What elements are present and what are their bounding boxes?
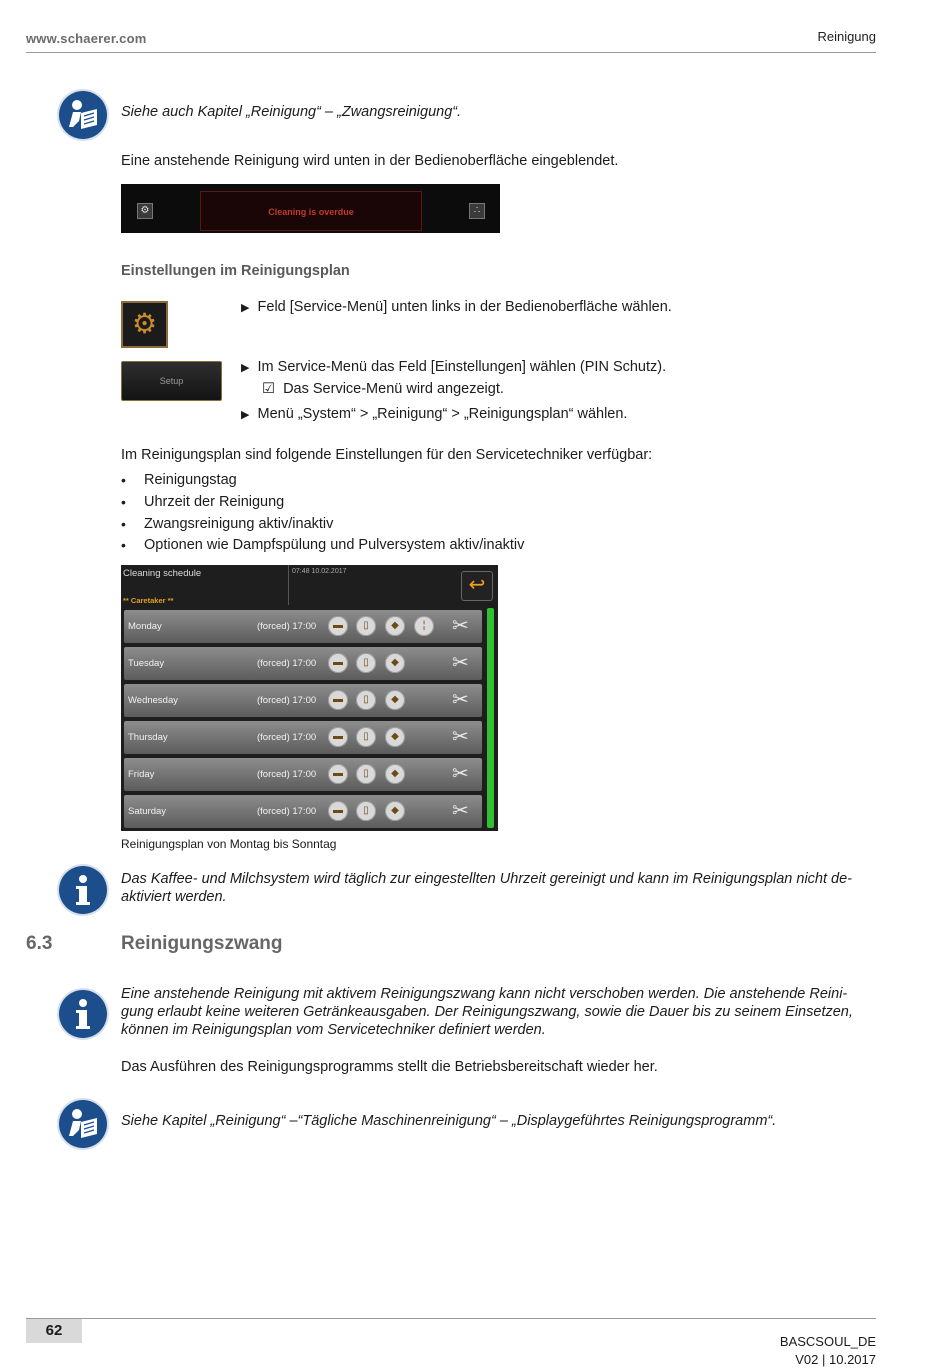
read-manual-icon (59, 91, 107, 139)
cup-icon: ▯ (356, 727, 376, 747)
checkbox-checked-icon: ☑ (262, 381, 275, 397)
cup-icon: ▯ (356, 653, 376, 673)
bullet-item: • Reinigungstag (121, 472, 237, 488)
tablet-icon: ◆ (385, 690, 405, 710)
step-3 (241, 405, 627, 424)
schedule-row (124, 721, 482, 754)
cup-icon: ▯ (356, 616, 376, 636)
tools-icon: ✂ (452, 726, 469, 748)
milk-icon: ▬ (328, 764, 348, 784)
cleaning-overdue-message: Cleaning is overdue (200, 191, 422, 231)
service-menu-gear-icon: ⚙ (121, 301, 168, 348)
step-2-result (262, 380, 504, 398)
row-time: (forced) 17:00 (257, 732, 317, 743)
footer-doc-info (780, 1333, 876, 1369)
step-arrow-icon: ▶ (241, 409, 250, 421)
step-1-text: Feld [Service-Menü] unten links in der Bedienoberfläche wählen. (257, 299, 672, 315)
row-day: Monday (128, 621, 162, 632)
tools-icon: ✂ (452, 800, 469, 822)
milk-icon: ▬ (328, 616, 348, 636)
section-number: 6.3 (26, 933, 53, 954)
bullet-item: • Uhrzeit der Reinigung (121, 494, 285, 510)
row-day: Thursday (128, 732, 168, 743)
schedule-title: Cleaning schedule (123, 568, 202, 579)
header-site: www.schaerer.com (26, 31, 147, 46)
schedule-row (124, 610, 482, 643)
milk-icon: ▬ (328, 653, 348, 673)
list-intro: Im Reinigungsplan sind folgende Einstellungen für den Servicetechniker verfügbar: (121, 447, 653, 463)
tools-icon: ✂ (452, 689, 469, 711)
milk-icon: ▬ (328, 727, 348, 747)
status-bar-screenshot (121, 184, 500, 233)
schedule-row (124, 647, 482, 680)
see-also-daily-cleaning: Siehe Kapitel „Reinigung“ –“Tägliche Maschinenreinigung“ – „Displaygeführtes Reinigungsprogramm“. (121, 1113, 777, 1129)
bullet-text: Uhrzeit der Reinigung (144, 494, 285, 510)
row-day: Wednesday (128, 695, 178, 706)
milk-icon: ▬ (328, 690, 348, 710)
steam-wand-icon: ¦ (414, 616, 434, 636)
header-section: Reinigung (817, 29, 876, 44)
tablet-icon: ◆ (385, 764, 405, 784)
bullet-text: Optionen wie Dampfspülung und Pulversystem aktiv/inaktiv (144, 537, 525, 553)
doc-id: BASCSOUL_DE (779, 1334, 876, 1349)
header-divider (288, 565, 289, 605)
cup-icon: ▯ (356, 764, 376, 784)
tools-icon: ✂ (452, 652, 469, 674)
bullet-item: • Optionen wie Dampfspülung und Pulversystem aktiv/inaktiv (121, 537, 525, 553)
bullet-item: • Zwangsreinigung aktiv/inaktiv (121, 516, 334, 532)
tools-icon: ✂ (452, 615, 469, 637)
row-time: (forced) 17:00 (257, 769, 317, 780)
settings-subheading: Einstellungen im Reinigungsplan (121, 263, 350, 279)
read-manual-icon (59, 1100, 107, 1148)
drops-icon: ∴ (469, 203, 485, 219)
section-title: Reinigungszwang (121, 933, 283, 954)
schedule-user: ** Caretaker ** (123, 596, 174, 605)
tools-icon: ✂ (452, 763, 469, 785)
tablet-icon: ◆ (385, 801, 405, 821)
cleaning-schedule-screenshot (121, 565, 498, 831)
info-icon (59, 866, 107, 914)
step-2-text: Im Service-Menü das Feld [Einstellungen] wählen (PIN Schutz). (257, 359, 667, 375)
schedule-datetime: 07:48 10.02.2017 (292, 568, 347, 575)
row-day: Saturday (128, 806, 167, 817)
bullet-text: Zwangsreinigung aktiv/inaktiv (144, 516, 334, 532)
row-time: (forced) 17:00 (257, 806, 317, 817)
cup-icon: ▯ (356, 801, 376, 821)
gear-icon: ⚙ (137, 203, 153, 219)
step-3-text: Menü „System“ > „Reinigung“ > „Reinigungsplan“ wählen. (257, 406, 628, 422)
doc-version: V02 | 10.2017 (795, 1352, 876, 1367)
step-arrow-icon: ▶ (241, 302, 250, 314)
scrollbar (487, 608, 494, 828)
step-arrow-icon: ▶ (241, 362, 250, 374)
milk-icon: ▬ (328, 801, 348, 821)
row-time: (forced) 17:00 (257, 695, 317, 706)
back-arrow-icon: ↩ (461, 571, 493, 601)
tablet-icon: ◆ (385, 727, 405, 747)
page-number: 62 (26, 1319, 82, 1343)
schedule-row (124, 795, 482, 828)
see-also-zwangsreinigung: Siehe auch Kapitel „Reinigung“ – „Zwangsreinigung“. (121, 104, 462, 120)
tablet-icon: ◆ (385, 616, 405, 636)
step-2-result-text: Das Service-Menü wird angezeigt. (283, 381, 504, 397)
bullet-text: Reinigungstag (144, 472, 237, 488)
cup-icon: ▯ (356, 690, 376, 710)
info-icon (59, 990, 107, 1038)
schedule-row (124, 684, 482, 717)
footer-rule (26, 1318, 876, 1319)
intro-text: Eine anstehende Reinigung wird unten in der Bedienoberfläche eingeblendet. (121, 153, 619, 169)
figure-caption: Reinigungsplan von Montag bis Sonntag (121, 837, 337, 851)
row-time: (forced) 17:00 (257, 621, 317, 632)
body-text: Das Ausführen des Reinigungsprogramms stellt die Betriebsbereitschaft wieder her. (121, 1059, 658, 1075)
info-note-daily-cleaning: Das Kaffee- und Milchsystem wird täglich zur eingestellten Uhrzeit gereinigt und kann im Reinigungsplan nicht de-aktiviert werden. (121, 871, 853, 905)
tablet-icon: ◆ (385, 653, 405, 673)
info-note-forced-cleaning: Eine anstehende Reinigung mit aktivem Reinigungszwang kann nicht verschoben werden. Die anstehende Reini-gung erlaubt keine weiteren Getränkeausgaben. Der Reinigungszwang, sowie die Dauer bis zu seinem Einsetzen, können im Reinigungsplan vom Servicetechniker definiert werden. (121, 986, 853, 1038)
step-1 (241, 298, 672, 317)
setup-button-image: Setup (121, 361, 222, 401)
row-time: (forced) 17:00 (257, 658, 317, 669)
schedule-row (124, 758, 482, 791)
header-rule (26, 52, 876, 53)
row-day: Tuesday (128, 658, 165, 669)
row-day: Friday (128, 769, 155, 780)
step-2 (241, 358, 666, 377)
